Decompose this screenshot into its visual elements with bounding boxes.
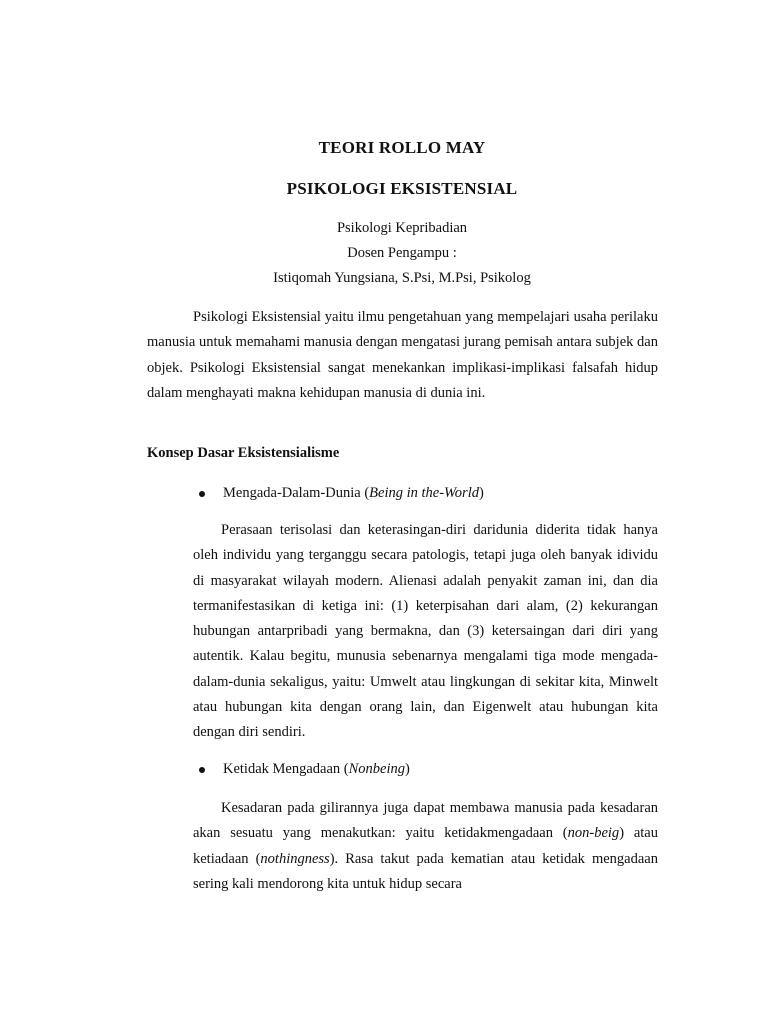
intro-paragraph: Psikologi Eksistensial yaitu ilmu pengetahuan yang mempelajari usaha perilaku manusia untuk memahami manusia dengan mengatasi jurang pemisah antara subjek dan objek. Psikologi Eksistensial sangat menekankan implikasi-implikasi falsafah hidup dalam menghayati makna kehidupan manusia di dunia ini. (147, 309, 658, 401)
document-subtitle: PSIKOLOGI EKSISTENSIAL (286, 179, 518, 198)
bullet-dot-icon (199, 767, 205, 773)
document-title: TEORI ROLLO MAY (318, 138, 486, 157)
bullet-label: Mengada-Dalam-Dunia (Being in the-World) (223, 485, 484, 501)
course-name: Psikologi Kepribadian (336, 220, 468, 236)
bullet-label: Ketidak Mengadaan (Nonbeing) (223, 761, 410, 777)
section-heading: Konsep Dasar Eksistensialisme (147, 445, 340, 461)
lecturer-name: Istiqomah Yungsiana, S.Psi, M.Psi, Psikolog (273, 270, 531, 286)
bullet-item-nonbeing (193, 761, 410, 778)
bullet-dot-icon (199, 491, 205, 497)
bullet-paragraph-being-in-the-world: Perasaan terisolasi dan keterasingan-diri daridunia diderita tidak hanya oleh individu yang terganggu secara patologis, tetapi juga oleh banyak idividu di masyarakat wilayah modern. Alienasi adalah penyakit zaman ini, dan dia termanifestasikan di ketiga ini: (1) keterpisahan dari alam, (2) kekurangan hubungan antarpribadi yang bermakna, dan (3) ketersaingan dari diri yang autentik. Kalau begitu, munusia sebenarnya mengalami tiga mode mengada-dalam-dunia sekaligus, yaitu: Umwelt atau lingkungan di sekitar kita, Minwelt atau hubungan kita dengan orang lain, dan Eigenwelt atau hubungan kita dengan diri sendiri. (193, 522, 658, 741)
bullet-item-being-in-the-world (193, 485, 484, 502)
lecturer-label: Dosen Pengampu : (347, 245, 457, 261)
bullet-paragraph-nonbeing: Kesadaran pada gilirannya juga dapat membawa manusia pada kesadaran akan sesuatu yang menakutkan: yaitu ketidakmengadaan (non-beig) atau ketiadaan (nothingness). Rasa takut pada kematian atau ketidak mengadaan sering kali mendorong kita untuk hidup secara (193, 800, 658, 892)
